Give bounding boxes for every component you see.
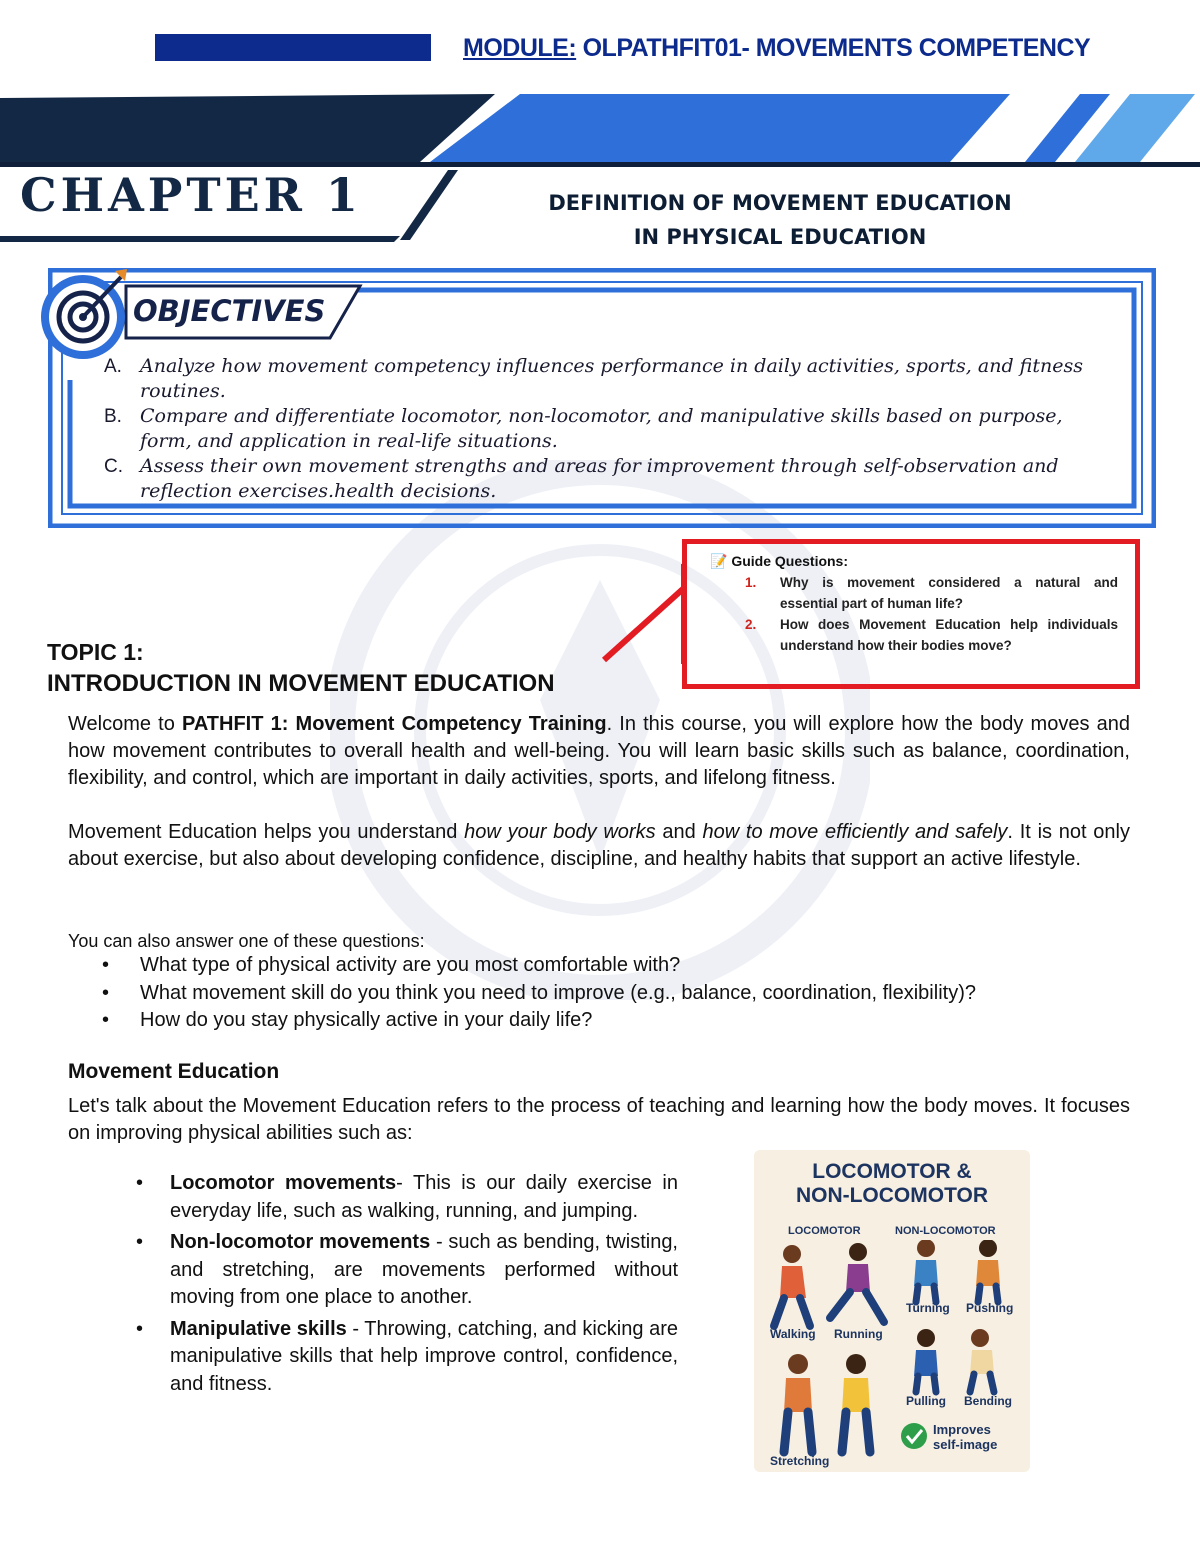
intro-paragraph-2 xyxy=(68,819,1130,873)
objective-item xyxy=(96,454,1116,504)
caption-pushing: Pushing xyxy=(966,1301,1014,1315)
p2-emphasis-2: how to move efficiently and safely xyxy=(702,821,1008,843)
objective-text: Compare and differentiate locomotor, non-locomotor, and manipulative skills based on purpose, form, and application in real-life situations. xyxy=(140,405,1063,452)
caption-bending: Bending xyxy=(964,1394,1012,1408)
guide-questions-heading xyxy=(710,553,848,570)
guide-question-number: 2. xyxy=(745,617,757,632)
target-icon xyxy=(35,265,135,365)
turning-figure-icon xyxy=(914,1240,938,1302)
objective-letter: B. xyxy=(104,406,122,427)
objectives-list xyxy=(96,354,1116,504)
course-name: PATHFIT 1: Movement Competency Training xyxy=(181,713,607,735)
running-figure-icon xyxy=(830,1243,884,1322)
caption-pulling: Pulling xyxy=(906,1394,946,1408)
movement-education-intro: Let's talk about the Movement Education refers to the process of teaching and learning how the body moves. It focuses on improving physical abilities such as: xyxy=(68,1095,1130,1144)
chapter-subtitle-line1: DEFINITION OF MOVEMENT EDUCATION xyxy=(548,191,1012,215)
chapter-title: CHAPTER 1 xyxy=(20,168,362,222)
column-label-locomotor: LOCOMOTOR xyxy=(788,1225,861,1237)
topic-label: TOPIC 1: xyxy=(47,639,144,665)
caption-self-image: self-image xyxy=(933,1437,998,1452)
objective-item xyxy=(96,404,1116,454)
p2-mid: and xyxy=(655,821,703,843)
chapter-subtitle-line2: IN PHYSICAL EDUCATION xyxy=(633,225,927,249)
objectives-heading: OBJECTIVES xyxy=(133,294,326,328)
skill-item xyxy=(132,1170,678,1225)
guide-heading-text: Guide Questions: xyxy=(731,553,849,569)
caption-improves-self-image xyxy=(933,1422,997,1452)
module-code: OLPATHFIT01- MOVEMENTS COMPETENCY xyxy=(576,34,1091,62)
p2-rest: . It is not only about exercise, but also about developing confidence, discipline, and healthy habits that support an active lifestyle. xyxy=(68,821,1130,870)
skill-description: - such as bending, twisting, and stretching, are movements performed without moving from one place to another. xyxy=(170,1231,678,1308)
objective-letter: A. xyxy=(104,356,122,377)
guide-question-text: How does Movement Education help individuals understand how their bodies move? xyxy=(780,617,1118,653)
reflection-question-list xyxy=(100,952,1140,1035)
caption-walking: Walking xyxy=(770,1327,816,1341)
skill-name: Manipulative skills xyxy=(170,1317,347,1340)
caption-turning: Turning xyxy=(906,1301,950,1315)
answer-lead: You can also answer one of these questions: xyxy=(68,931,425,951)
stretching-figure-icon-2 xyxy=(842,1354,870,1452)
objective-item xyxy=(96,354,1116,404)
module-header xyxy=(155,30,1091,64)
column-label-non-locomotor: NON-LOCOMOTOR xyxy=(895,1225,996,1237)
intro-rest: . In this course, you will explore how the body moves and how movement contributes to overall health and well-being. You will learn basic skills such as balance, coordination, flexibility, and control, which are important in daily activities, sports, and lifelong fitness. xyxy=(68,713,1130,789)
infographic-title xyxy=(754,1160,1030,1208)
guide-question-text: Why is movement considered a natural and essential part of human life? xyxy=(780,575,1118,611)
stretching-figure-icon-1 xyxy=(784,1354,812,1452)
caption-stretching: Stretching xyxy=(770,1454,830,1468)
objective-letter: C. xyxy=(104,456,123,477)
pulling-figure-icon xyxy=(914,1329,938,1392)
skill-item xyxy=(132,1229,678,1312)
skills-list xyxy=(132,1170,678,1402)
pushing-figure-icon xyxy=(976,1240,1000,1302)
intro-welcome: Welcome to xyxy=(68,713,182,735)
p2-emphasis-1: how your body works xyxy=(464,821,656,843)
note-pencil-icon: 📝 xyxy=(710,553,728,569)
check-badge-icon xyxy=(901,1423,927,1449)
guide-question-number: 1. xyxy=(745,575,757,590)
skill-name: Locomotor movements xyxy=(170,1172,397,1194)
reflection-question: • What movement skill do you think you need to improve (e.g., balance, coordination, flexibility)? xyxy=(100,980,1140,1008)
guide-question-item xyxy=(742,614,1118,656)
module-header-block xyxy=(155,34,431,61)
caption-improves: Improves xyxy=(933,1422,991,1437)
guide-pointer-arrow xyxy=(596,560,688,666)
module-header-text xyxy=(463,34,1090,63)
caption-running: Running xyxy=(834,1327,883,1341)
infographic-title-line1: LOCOMOTOR & xyxy=(812,1160,972,1183)
objective-text: Analyze how movement competency influences performance in daily activities, sports, and fitness routines. xyxy=(140,355,1083,402)
skill-name: Non-locomotor movements xyxy=(170,1231,431,1253)
movement-education-heading: Movement Education xyxy=(68,1060,280,1083)
skill-description: - Throwing, catching, and kicking are manipulative skills that help improve control, confidence, and fitness. xyxy=(170,1317,678,1395)
skill-item xyxy=(132,1316,678,1399)
chapter-subtitle xyxy=(470,186,1090,254)
reflection-question: • How do you stay physically active in your daily life? xyxy=(100,1007,1140,1035)
intro-paragraph-1 xyxy=(68,711,1130,792)
reflection-question: • What type of physical activity are you most comfortable with? xyxy=(100,952,1140,980)
guide-questions-list xyxy=(742,572,1118,656)
p2-start: Movement Education helps you understand xyxy=(68,821,465,843)
walking-figure-icon xyxy=(774,1245,810,1326)
objective-text: Assess their own movement strengths and areas for improvement through self-observation and reflection exercises.health decisions. xyxy=(140,455,1059,502)
guide-question-item xyxy=(742,572,1118,614)
module-label: MODULE: xyxy=(463,34,577,62)
infographic-title-line2: NON-LOCOMOTOR xyxy=(795,1184,989,1207)
topic-title: INTRODUCTION IN MOVEMENT EDUCATION xyxy=(47,670,555,697)
skill-description: - This is our daily exercise in everyday life, such as walking, running, and jumping. xyxy=(170,1172,678,1222)
bending-figure-icon xyxy=(970,1329,994,1392)
